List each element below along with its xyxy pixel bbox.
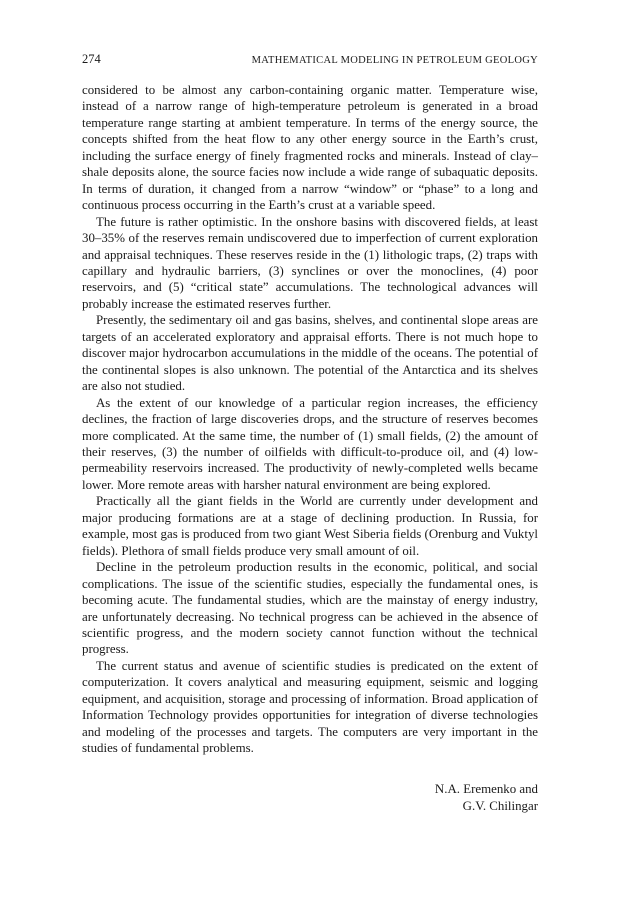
paragraph-6: Decline in the petroleum production results in the economic, political, and social complications. The issue of the scientific studies, especially the fundamental ones, is becoming acute. The fundamental studies, which are the mainstay of energy industry, are unfortunately decreasing. No technical progress can be achieved in the absence of scientific progress, and the modern society cannot function without the technical progress. bbox=[82, 560, 538, 657]
signature-line-2: G.V. Chilingar bbox=[462, 798, 538, 813]
paragraph-3: Presently, the sedimentary oil and gas basins, shelves, and continental slope areas are targets of an accelerated exploratory and appraisal efforts. There is not much hope to discover major hydrocarbon accumulations in the middle of the oceans. The potential of the continental slopes is also unknown. The potential of the Antarctica and its shelves are also not studied. bbox=[82, 313, 538, 394]
running-head bbox=[82, 52, 538, 74]
signature-line-1: N.A. Eremenko and bbox=[434, 781, 538, 796]
paragraph-1: considered to be almost any carbon-containing organic matter. Temperature wise, instead of a narrow range of high-temperature petroleum is generated in a broad temperature range starting at ambient temperature. In terms of the energy source, the concepts shifted from the heat flow to any other energy source in the Earth’s crust, including the surface energy of finely fragmented rocks and minerals. Instead of clay–shale deposits alone, the source facies now include a wide range of subaquatic deposits. In terms of duration, it changed from a narrow “window” or “phase” to a long and continuous process occurring in the Earth’s crust at a variable speed. bbox=[82, 83, 538, 213]
paragraph-4: As the extent of our knowledge of a particular region increases, the efficiency declines, the fraction of large discoveries drops, and the structure of reserves becomes more complicated. At the same time, the number of (1) small fields, (2) the amount of their reserves, (3) the number of oilfields with difficult-to-produce oil, and (4) low-permeability reservoirs increased. The productivity of newly-completed wells became lower. More remote areas with harsher natural environment are being explored. bbox=[82, 395, 538, 492]
paragraph-7: The current status and avenue of scientific studies is predicated on the extent of computerization. It covers analytical and measuring equipment, seismic and logging equipment, and acquisition, storage and processing of information. Broad application of Information Technology provides opportunities for integration of diverse technologies and modeling of the processes and targets. The computers are very important in the studies of fundamental problems. bbox=[82, 658, 538, 756]
running-title: MATHEMATICAL MODELING IN PETROLEUM GEOLOGY bbox=[251, 55, 538, 66]
author-signature bbox=[82, 781, 538, 815]
body-text bbox=[82, 82, 538, 757]
paragraph-2: The future is rather optimistic. In the onshore basins with discovered fields, at least 30–35% of the reserves remain undiscovered due to imperfection of current exploration and appraisal techniques. These reserves reside in the (1) lithologic traps, (2) traps with capillary and hydraulic barriers, (3) synclines or over the monoclines, (4) poor reservoirs, and (5) “critical state” accumulations. The technological advances will probably increase the estimated reserves further. bbox=[82, 214, 538, 311]
book-page bbox=[82, 52, 538, 815]
paragraph-5: Practically all the giant fields in the World are currently under development and major producing formations are at a stage of declining production. In Russia, for example, most gas is produced from two giant West Siberia fields (Orenburg and Vuktyl fields). Plethora of small fields produce very small amount of oil. bbox=[82, 494, 538, 558]
page-number: 274 bbox=[82, 52, 101, 66]
